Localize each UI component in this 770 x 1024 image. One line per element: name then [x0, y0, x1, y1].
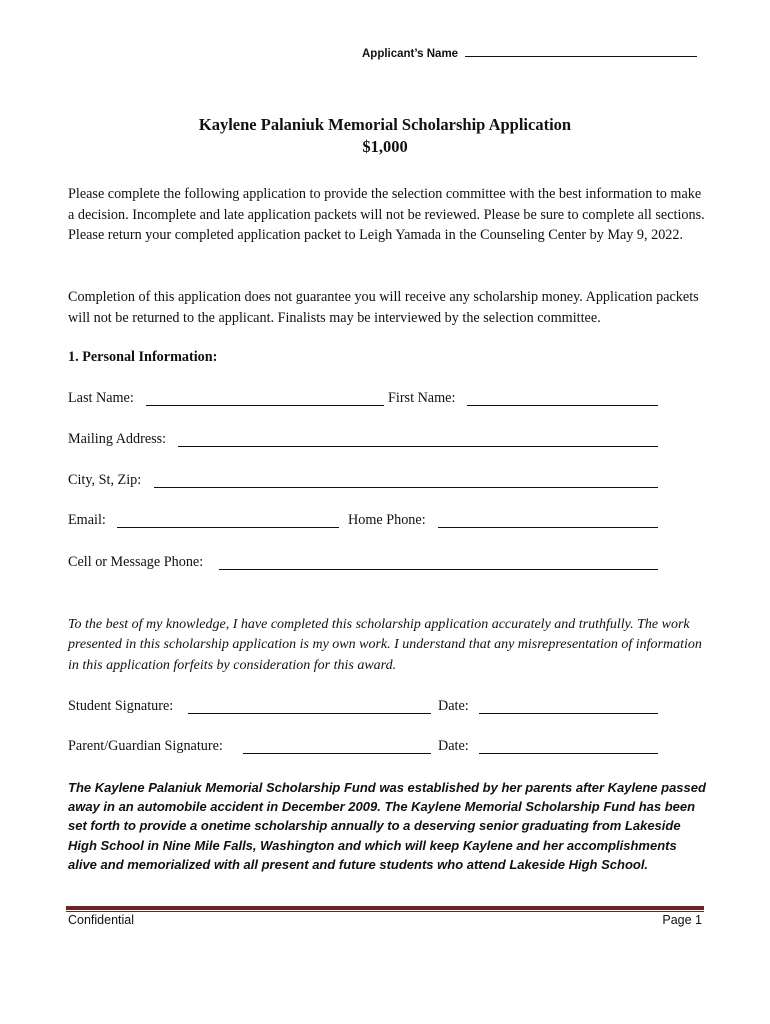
- memorial-statement: The Kaylene Palaniuk Memorial Scholarship Fund was established by her parents after Kaylene passed away in an automobile accident in December 2009. The Kaylene Memorial Scholarship Fund has been set forth to provide a onetime scholarship annually to a deserving senior graduating from Lakeside High School in Nine Mile Falls, Washington and which will keep Kaylene and her accomplishments alive and memorialized with all present and future students who attend Lakeside High School.: [68, 780, 706, 872]
- home-phone-field[interactable]: [438, 513, 658, 528]
- applicant-name-header: [362, 47, 697, 60]
- certification-statement: To the best of my knowledge, I have completed this scholarship application accurately and truthfully. The work presented in this scholarship application is my own work. I understand that any misrepresentation of information in this application forfeits by consideration for this award.: [68, 617, 702, 673]
- intro-paragraph-1: Please complete the following application to provide the selection committee with the best information to make a decision. Incomplete and late application packets will not be reviewed. Please be sure to complete all sections. Please return your completed application packet to Leigh Yamada in the Counseling Center by May 9, 2022.: [68, 186, 705, 244]
- cell-phone-field[interactable]: [219, 555, 658, 570]
- footer-rule-thin: [66, 911, 704, 912]
- city-st-zip-label: City, St, Zip:: [68, 472, 142, 488]
- title-amount: $1,000: [362, 137, 408, 156]
- applicant-name-label: Applicant’s Name: [362, 48, 459, 60]
- student-date-label: Date:: [438, 698, 469, 714]
- title-line-1: Kaylene Palaniuk Memorial Scholarship Application: [198, 115, 572, 134]
- home-phone-label: Home Phone:: [348, 512, 426, 528]
- applicant-name-blank[interactable]: [465, 47, 697, 57]
- first-name-field[interactable]: [467, 391, 658, 406]
- first-name-label: First Name:: [388, 390, 456, 406]
- mailing-address-field[interactable]: [178, 432, 658, 447]
- parent-signature-label: Parent/Guardian Signature:: [68, 738, 223, 754]
- footer-confidential: Confidential: [68, 913, 135, 927]
- city-st-zip-field[interactable]: [154, 473, 658, 488]
- student-signature-field[interactable]: [188, 699, 431, 714]
- last-name-label: Last Name:: [68, 390, 134, 406]
- parent-date-field[interactable]: [479, 739, 658, 754]
- mailing-address-label: Mailing Address:: [68, 431, 167, 447]
- intro-paragraph-2: Completion of this application does not guarantee you will receive any scholarship money. Application packets will not be returned to the applicant. Finalists may be interviewed by the selection committee.: [68, 289, 699, 326]
- cell-phone-label: Cell or Message Phone:: [68, 554, 204, 570]
- parent-date-label: Date:: [438, 738, 469, 754]
- footer-page-number: Page 1: [662, 913, 702, 927]
- parent-signature-field[interactable]: [243, 739, 431, 754]
- footer-rule-thick: [66, 906, 704, 910]
- email-label: Email:: [68, 512, 106, 528]
- student-date-field[interactable]: [479, 699, 658, 714]
- email-field[interactable]: [117, 513, 339, 528]
- section-personal-information-heading: 1. Personal Information:: [68, 349, 218, 365]
- last-name-field[interactable]: [146, 391, 384, 406]
- document-title: [0, 114, 770, 158]
- student-signature-label: Student Signature:: [68, 698, 174, 714]
